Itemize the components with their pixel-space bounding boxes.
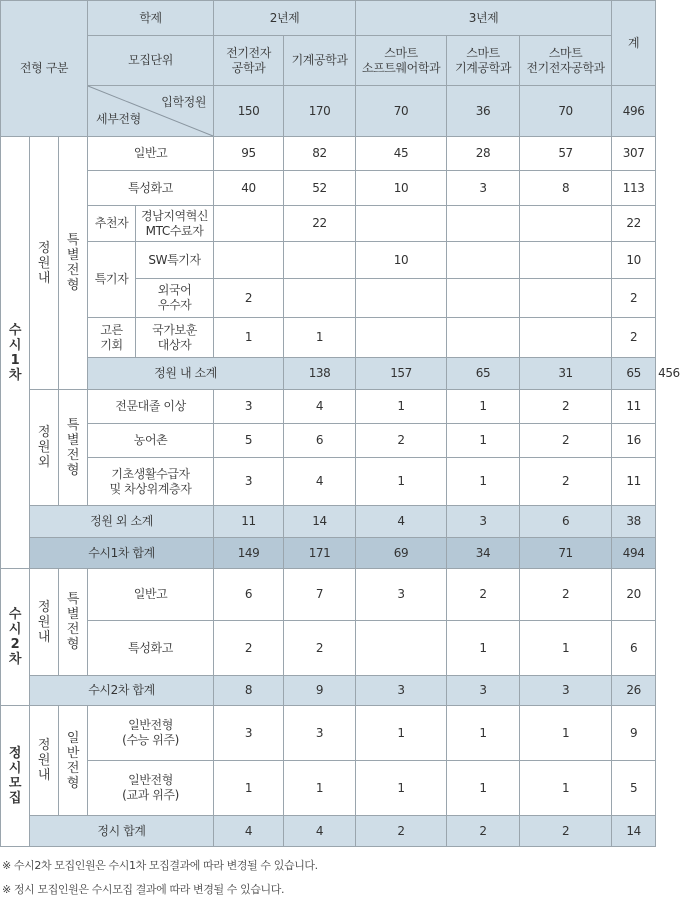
cell-total: 10 xyxy=(612,242,656,279)
cell: 1 xyxy=(447,424,520,458)
footnotes xyxy=(2,858,318,906)
table-row xyxy=(1,621,656,676)
cell: 31 xyxy=(520,358,612,390)
cell: 2 xyxy=(447,569,520,621)
cell: 10 xyxy=(356,171,447,206)
detail-label: 세부전형 xyxy=(96,112,141,126)
cell-total: 22 xyxy=(612,206,656,242)
cell: 8 xyxy=(214,676,284,706)
cell: 157 xyxy=(356,358,447,390)
general-type-label: 일 반 전 형 xyxy=(59,706,88,816)
cell: 69 xyxy=(356,538,447,569)
subtotal-row: 정원 내 소계 138 157 65 31 65 456 xyxy=(1,358,656,390)
cell: 1 xyxy=(356,706,447,761)
row-name: 경남지역혁신 MTC수료자 xyxy=(136,206,214,242)
dept-header: 기계공학과 xyxy=(284,36,356,86)
cell xyxy=(520,242,612,279)
row-name: 특성화고 xyxy=(88,171,214,206)
row-name: 수시2차 합계 xyxy=(30,676,214,706)
quota-value: 36 xyxy=(447,86,520,137)
header-row-system xyxy=(1,1,656,36)
cell: 3 xyxy=(520,676,612,706)
susi2-label: 수 시 2 차 xyxy=(1,569,30,706)
cell-total: 11 xyxy=(612,390,656,424)
cell: 1 xyxy=(520,761,612,816)
table-row xyxy=(1,318,656,358)
cell-total: 20 xyxy=(612,569,656,621)
cell-total: 26 xyxy=(612,676,656,706)
cell: 57 xyxy=(520,137,612,171)
row-name: 농어촌 xyxy=(88,424,214,458)
cell: 5 xyxy=(214,424,284,458)
two-year-header: 2년제 xyxy=(214,1,356,36)
unit-label: 모집단위 xyxy=(88,36,214,86)
cell: 52 xyxy=(284,171,356,206)
table-row xyxy=(1,569,656,621)
row-name: 일반전형 (수능 위주) xyxy=(88,706,214,761)
cell: 1 xyxy=(356,761,447,816)
cell xyxy=(447,206,520,242)
out-quota-label: 정 원 외 xyxy=(30,390,59,506)
cell: 3 xyxy=(356,569,447,621)
cell: 82 xyxy=(284,137,356,171)
cell: 1 xyxy=(447,458,520,506)
quota-total: 496 xyxy=(612,86,656,137)
cell-total: 2 xyxy=(612,318,656,358)
dept-header: 전기전자 공학과 xyxy=(214,36,284,86)
subtotal-row xyxy=(1,506,656,538)
cell-total: 5 xyxy=(612,761,656,816)
cell-total: 16 xyxy=(612,424,656,458)
cell xyxy=(520,206,612,242)
row-name: 기초생활수급자 및 차상위계층자 xyxy=(88,458,214,506)
dept-header: 스마트 전기전자공학과 xyxy=(520,36,612,86)
cell: 1 xyxy=(520,706,612,761)
cell: 2 xyxy=(520,458,612,506)
cell: 171 xyxy=(284,538,356,569)
total-row xyxy=(1,676,656,706)
footnote: ※ 수시2차 모집인원은 수시1차 모집결과에 따라 변경될 수 있습니다. xyxy=(2,859,318,872)
quota-label: 입학정원 xyxy=(161,95,207,109)
cell: 1 xyxy=(356,390,447,424)
cell xyxy=(214,206,284,242)
cell: 3 xyxy=(214,706,284,761)
cell: 71 xyxy=(520,538,612,569)
cell: 34 xyxy=(447,538,520,569)
cell: 149 xyxy=(214,538,284,569)
cell: 3 xyxy=(447,171,520,206)
row-name: 특성화고 xyxy=(88,621,214,676)
cell: 40 xyxy=(214,171,284,206)
cell-total: 11 xyxy=(612,458,656,506)
table-row xyxy=(1,171,656,206)
cell: 1 xyxy=(520,621,612,676)
table-row xyxy=(1,761,656,816)
table-row xyxy=(1,242,656,279)
cell: 3 xyxy=(214,458,284,506)
cell: 11 xyxy=(214,506,284,538)
cell: 4 xyxy=(284,458,356,506)
row-name: 일반전형 (교과 위주) xyxy=(88,761,214,816)
cell: 45 xyxy=(356,137,447,171)
cell: 2 xyxy=(356,424,447,458)
cell: 2 xyxy=(520,816,612,847)
three-year-header: 3년제 xyxy=(356,1,612,36)
jeongsi-label: 정 시 모 집 xyxy=(1,706,30,847)
special-label: 특 별 전 형 xyxy=(59,390,88,506)
total-row xyxy=(1,816,656,847)
cell: 1 xyxy=(214,761,284,816)
header-row-quota xyxy=(1,86,656,137)
row-name: SW특기자 xyxy=(136,242,214,279)
cell: 9 xyxy=(284,676,356,706)
cell-total: 494 xyxy=(612,538,656,569)
cell: 1 xyxy=(447,621,520,676)
dept-header: 스마트 소프트웨어학과 xyxy=(356,36,447,86)
total-header: 계 xyxy=(612,1,656,86)
cell-total: 2 xyxy=(612,279,656,318)
cell: 10 xyxy=(356,242,447,279)
cell: 6 xyxy=(520,506,612,538)
cell: 1 xyxy=(284,318,356,358)
special-label: 특 별 전 형 xyxy=(59,137,88,390)
cell: 3 xyxy=(214,390,284,424)
cell: 1 xyxy=(447,761,520,816)
cell: 2 xyxy=(284,621,356,676)
cell: 28 xyxy=(447,137,520,171)
equal-opportunity-label: 고른 기회 xyxy=(88,318,136,358)
quota-value: 170 xyxy=(284,86,356,137)
cell: 138 xyxy=(284,358,356,390)
row-name: 전문대졸 이상 xyxy=(88,390,214,424)
cell: 2 xyxy=(214,621,284,676)
cell: 1 xyxy=(214,318,284,358)
cell: 2 xyxy=(520,390,612,424)
cell xyxy=(356,206,447,242)
diagonal-line xyxy=(88,86,213,136)
cell xyxy=(520,318,612,358)
table-row xyxy=(1,390,656,424)
cell: 3 xyxy=(447,506,520,538)
cell: 2 xyxy=(520,424,612,458)
cell: 4 xyxy=(214,816,284,847)
cell: 65 xyxy=(612,358,656,390)
cell: 1 xyxy=(284,761,356,816)
row-name: 일반고 xyxy=(88,569,214,621)
cell: 4 xyxy=(356,506,447,538)
cell: 3 xyxy=(356,676,447,706)
cell xyxy=(447,242,520,279)
cell: 22 xyxy=(284,206,356,242)
row-name: 수시1차 합계 xyxy=(30,538,214,569)
cell xyxy=(447,318,520,358)
cell xyxy=(356,318,447,358)
cell xyxy=(447,279,520,318)
row-name: 외국어 우수자 xyxy=(136,279,214,318)
row-name: 일반고 xyxy=(88,137,214,171)
cell xyxy=(356,279,447,318)
cell-total: 14 xyxy=(612,816,656,847)
recommender-label: 추천자 xyxy=(88,206,136,242)
cell-total: 38 xyxy=(612,506,656,538)
cell xyxy=(284,242,356,279)
cell-total: 9 xyxy=(612,706,656,761)
cell: 1 xyxy=(447,706,520,761)
in-quota-label: 정 원 내 xyxy=(30,569,59,676)
special-label: 특 별 전 형 xyxy=(59,569,88,676)
cell-total: 307 xyxy=(612,137,656,171)
cell: 7 xyxy=(284,569,356,621)
cell: 1 xyxy=(356,458,447,506)
table-row xyxy=(1,424,656,458)
cell: 2 xyxy=(214,279,284,318)
quota-detail-diagonal-cell xyxy=(88,86,214,137)
cell: 6 xyxy=(284,424,356,458)
cell: 3 xyxy=(284,706,356,761)
header-row-dept xyxy=(1,36,656,86)
cell: 95 xyxy=(214,137,284,171)
cell: 4 xyxy=(284,816,356,847)
table-row xyxy=(1,206,656,242)
cell: 8 xyxy=(520,171,612,206)
cell: 2 xyxy=(520,569,612,621)
quota-value: 150 xyxy=(214,86,284,137)
cell: 1 xyxy=(447,390,520,424)
total-row xyxy=(1,538,656,569)
cell: 4 xyxy=(284,390,356,424)
susi1-label: 수 시 1 차 xyxy=(1,137,30,569)
row-name: 정원 내 소계 xyxy=(88,358,284,390)
in-quota-label: 정 원 내 xyxy=(30,706,59,816)
table-row xyxy=(1,458,656,506)
cell xyxy=(214,242,284,279)
cell-total: 6 xyxy=(612,621,656,676)
system-label: 학제 xyxy=(88,1,214,36)
cell: 6 xyxy=(214,569,284,621)
category-label: 전형 구분 xyxy=(1,1,88,137)
cell: 3 xyxy=(447,676,520,706)
cell: 2 xyxy=(356,816,447,847)
row-name: 정시 합계 xyxy=(30,816,214,847)
quota-value: 70 xyxy=(520,86,612,137)
skilled-label: 특기자 xyxy=(88,242,136,318)
cell xyxy=(356,621,447,676)
table-row xyxy=(1,137,656,171)
cell-total: 113 xyxy=(612,171,656,206)
cell: 2 xyxy=(447,816,520,847)
cell: 65 xyxy=(447,358,520,390)
cell xyxy=(284,279,356,318)
cell: 14 xyxy=(284,506,356,538)
row-name: 국가보훈 대상자 xyxy=(136,318,214,358)
table-row xyxy=(1,706,656,761)
cell xyxy=(520,279,612,318)
row-name: 정원 외 소계 xyxy=(30,506,214,538)
quota-value: 70 xyxy=(356,86,447,137)
footnote: ※ 정시 모집인원은 수시모집 결과에 따라 변경될 수 있습니다. xyxy=(2,883,285,896)
dept-header: 스마트 기계공학과 xyxy=(447,36,520,86)
in-quota-label: 정 원 내 xyxy=(30,137,59,390)
